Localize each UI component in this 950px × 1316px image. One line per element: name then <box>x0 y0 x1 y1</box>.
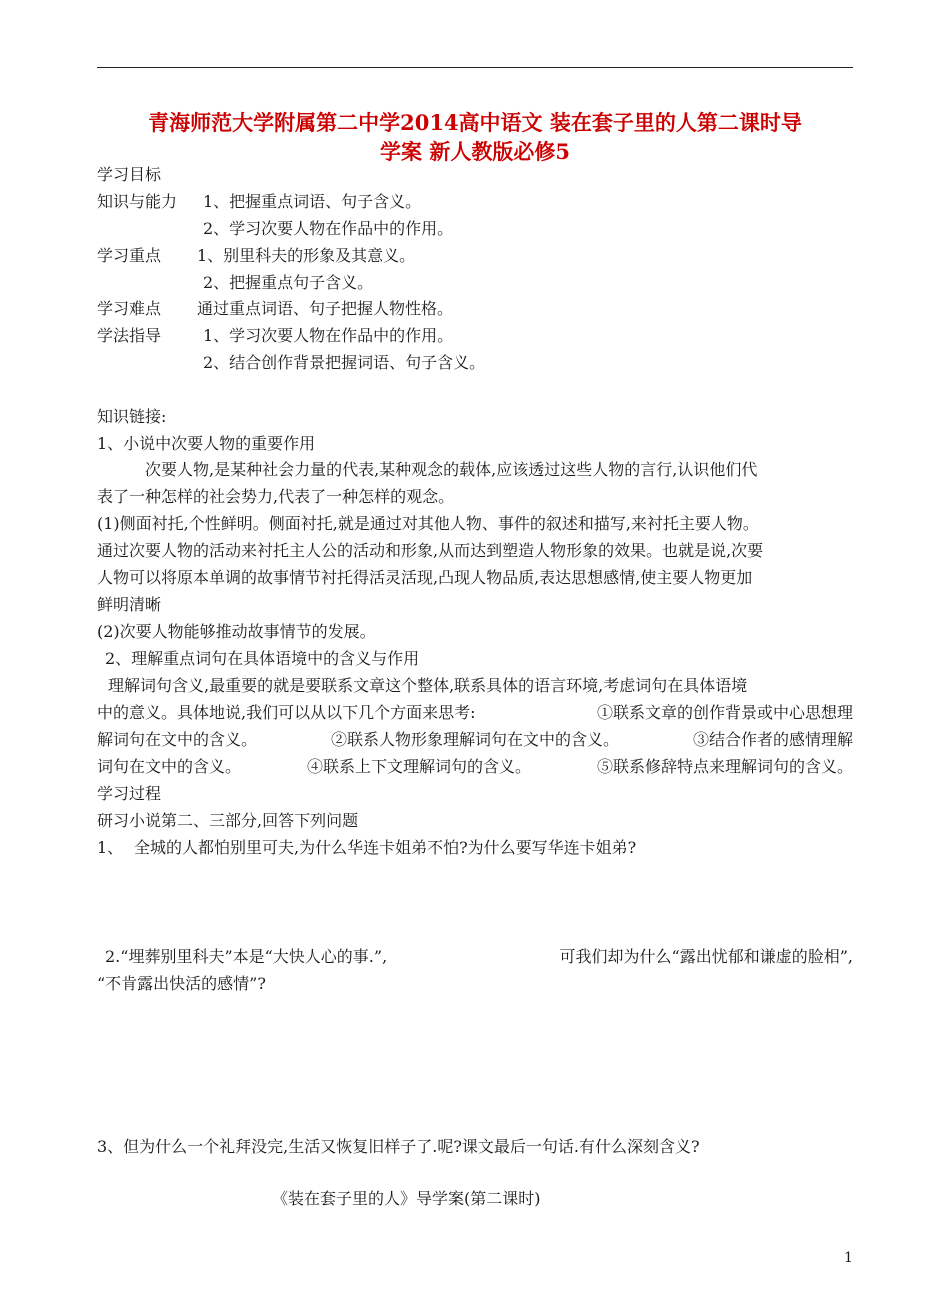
section-2-line-4-part-c: ⑤联系修辞特点来理解词句的含义。 <box>596 757 853 776</box>
section-2-title: 2、理解重点词句在具体语境中的含义与作用 <box>105 649 420 668</box>
question-1-number: 1、 <box>97 838 124 857</box>
focus-item-1: 1、别里科夫的形象及其意义。 <box>197 246 416 265</box>
question-1: 全城的人都怕别里可夫,为什么华连卡姐弟不怕?为什么要写华连卡姐弟? <box>134 838 637 857</box>
section-2-line-3 <box>97 730 853 750</box>
section-1-paragraph-3: (2)次要人物能够推动故事情节的发展。 <box>97 622 376 641</box>
process-intro: 研习小说第二、三部分,回答下列问题 <box>97 811 359 830</box>
knowledge-item-2: 2、学习次要人物在作品中的作用。 <box>203 219 454 238</box>
question-3: 3、但为什么一个礼拜没完,生活又恢复旧样子了.呢?课文最后一句话.有什么深刻含义? <box>97 1137 700 1156</box>
section-2-line-3-part-c: ③结合作者的感情理解 <box>692 730 853 749</box>
links-heading: 知识链接: <box>97 407 167 426</box>
section-2-line-1: 理解词句含义,最重要的就是要联系文章这个整体,联系具体的语言环境,考虑词句在具体语境 <box>108 676 748 695</box>
section-1-paragraph-2-line-2: 通过次要人物的活动来衬托主人公的活动和形象,从而达到塑造人物形象的效果。也就是说,次要 <box>97 541 764 560</box>
section-1-paragraph-2-line-1: (1)侧面衬托,个性鲜明。侧面衬托,就是通过对其他人物、事件的叙述和描写,来衬托主要人物。 <box>97 514 759 533</box>
section-1-title: 1、小说中次要人物的重要作用 <box>97 434 316 453</box>
focus-label: 学习重点 <box>97 246 162 265</box>
section-2-line-3-part-b: ②联系人物形象理解词句在文中的含义。 <box>330 730 619 749</box>
knowledge-label: 知识与能力 <box>97 192 178 211</box>
difficulty-label: 学习难点 <box>97 299 162 318</box>
section-1-paragraph-2-line-3: 人物可以将原本单调的故事情节衬托得活灵活现,凸现人物品质,表达思想感情,使主要人物更加 <box>97 568 753 587</box>
section-2-line-4-part-a: 词句在文中的含义。 <box>97 757 242 776</box>
document-title-line-1: 青海师范大学附属第二中学2014高中语文 装在套子里的人第二课时导 <box>148 110 802 135</box>
footer-subtitle: 《装在套子里的人》导学案(第二课时) <box>272 1189 541 1208</box>
method-label: 学法指导 <box>97 326 162 345</box>
section-1-paragraph-1-line-2: 表了一种怎样的社会势力,代表了一种怎样的观念。 <box>97 487 455 506</box>
question-2-line-2: “不肯露出快活的感情”? <box>97 974 266 993</box>
method-item-2: 2、结合创作背景把握词语、句子含义。 <box>203 353 486 372</box>
section-2-line-2-part-a: 中的意义。具体地说,我们可以从以下几个方面来思考: <box>97 703 476 722</box>
section-2-line-2 <box>97 703 853 723</box>
section-2-line-3-part-a: 解词句在文中的含义。 <box>97 730 258 749</box>
question-2-line-1-part-a: 2.“埋葬别里科夫”本是“大快人心的事.”, <box>105 947 388 966</box>
section-1-paragraph-2-line-4: 鲜明清晰 <box>97 595 162 614</box>
section-2-line-2-part-b: ①联系文章的创作背景或中心思想理 <box>596 703 853 722</box>
header-rule <box>97 67 853 68</box>
section-2-line-4 <box>97 757 853 777</box>
question-2-line-1 <box>105 947 853 967</box>
document-title-line-2: 学案 新人教版必修5 <box>380 139 570 164</box>
section-2-line-4-part-b: ④联系上下文理解词句的含义。 <box>306 757 531 776</box>
knowledge-item-1: 1、把握重点词语、句子含义。 <box>203 192 422 211</box>
method-item-1: 1、学习次要人物在作品中的作用。 <box>203 326 454 345</box>
question-2-line-1-part-b: 可我们却为什么“露出忧郁和谦虚的脸相”, <box>559 947 853 966</box>
page-number: 1 <box>844 1250 853 1266</box>
process-heading: 学习过程 <box>97 784 162 803</box>
focus-item-2: 2、把握重点句子含义。 <box>203 273 374 292</box>
objectives-heading: 学习目标 <box>97 165 162 184</box>
section-1-paragraph-1-line-1: 次要人物,是某种社会力量的代表,某种观念的载体,应该透过这些人物的言行,认识他们代 <box>145 460 758 479</box>
difficulty-item-1: 通过重点词语、句子把握人物性格。 <box>197 299 454 318</box>
